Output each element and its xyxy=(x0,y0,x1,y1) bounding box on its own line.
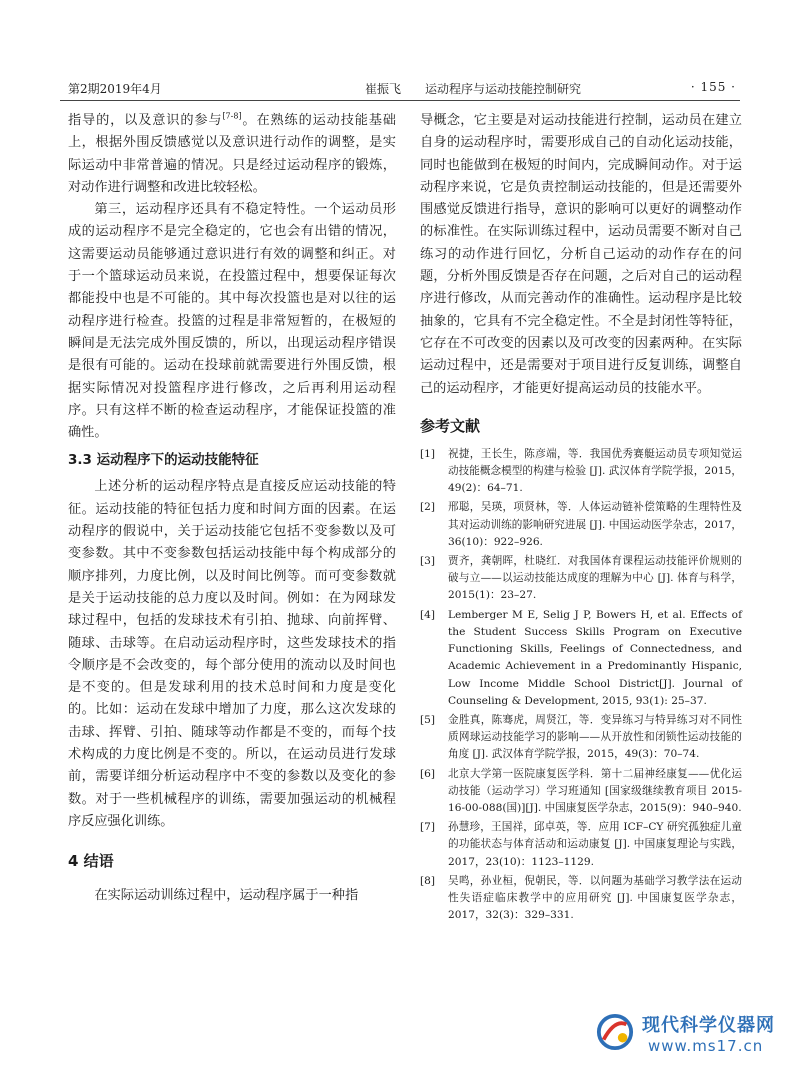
reference-item: [5] 金胜真，陈骞虎，周贤江，等．变异练习与特异练习对不同性质网球运动技能学习的影响——从开放性和闭锁性运动技能的角度 [J]. 武汉体育学院学报，2015，49(3)：70–74. xyxy=(420,713,742,761)
reference-item: [3] 贾齐，龚朝晖，杜晓红．对我国体育课程运动技能评价规则的破与立——以运动技能达成度的理解为中心 [J]. 体育与科学，2015(1)：23–27. xyxy=(420,555,742,602)
header-rule xyxy=(60,100,740,101)
section-heading-3-3: 3.3 运动程序下的运动技能特征 xyxy=(68,452,259,469)
site-logo-icon xyxy=(596,1013,634,1051)
paragraph-skill-features: 上述分析的运动程序特点是直接反应运动技能的特征。运动技能的特征包括力度和时间方面的因素。在运动程序的假说中，关于运动技能它包括不变参数以及可变参数。其中不变参数包括运动技能中每个构成部分的顺序排列，力度比例，以及时间比例等。而可变参数就是关于运动技能的总力度以及时间。例如：在为网球发球过程中，包括的发球技术有引拍、抛球、向前挥臂、随球、击球等。在启动运动程序时，这些发球技术的指令顺序是不会改变的，每个部分使用的流动以及时间也是不变的。但是发球利用的技术总时间和力度是变化的。比如：运动在发球中增加了力度，那么这次发球的击球、挥臂、引拍、随球等动作都是不变的，而每个技术构成的力度比例是不变的。所以，在运动员进行发球前，需要详细分析运动程序中不变的参数以及变化的参数。对于一些机械程序的训练，需要加强运动的机械程序反应强化训练。 xyxy=(68,479,396,829)
watermark-title: 现代科学仪器网 xyxy=(642,1015,775,1036)
site-watermark xyxy=(590,1003,790,1063)
reference-item: [4] Lemberger M E, Selig J P, Bowers H, et al. Effects of the Student Success Skills Program on Executive Functioning Skills, Feelings of Connectedness, and Academic Achievement in a Predominantly Hispanic, Low Income Middle School District[J]. Journal of Counseling & Development, 2015, 93(1): 25–37. xyxy=(420,608,742,707)
reference-item: [2] 邢聪，吴瑛，项贤林，等．人体运动链补偿策略的生理特性及其对运动训练的影响研究进展 [J]. 中国运动医学杂志，2017，36(10)：922–926. xyxy=(420,501,742,548)
running-header xyxy=(60,80,740,96)
reference-item: [6] 北京大学第一医院康复医学科．第十二届神经康复——优化运动技能（运动学习）学习班通知 [国家级继续教育项目 2015-16-00-088(国)][J]. 中国康复医学杂志，2015(9)：940–940. xyxy=(420,767,742,814)
issue-label: 第2期2019年4月 xyxy=(68,82,162,96)
paragraph-conclusion-cont: 导概念，它主要是对运动技能进行控制，运动员在建立自身的运动程序时，需要形成自己的自动化运动技能，同时也能做到在极短的时间内，完成瞬间动作。对于运动程序来说，它是负责控制运动技能的，但是还需要外围感觉反馈进行指导，意识的影响可以更好的调整动作的标准性。在实际训练过程中，运动员需要不断对自己练习的动作进行回忆，分析自己运动的动作存在的问题，分析外围反馈是否存在问题，之后对自己的运动程序进行修改，从而完善动作的准确性。运动程序是比较抽象的，它具有不完全稳定性。不全是封闭性等特征，它存在不可改变的因素以及可改变的因素两种。在实际运动过程中，还是需要对于项目进行反复训练，调整自己的运动程序，才能更好提高运动员的技能水平。 xyxy=(420,113,742,396)
reference-list xyxy=(420,446,742,924)
left-column xyxy=(68,110,396,908)
right-column xyxy=(420,110,742,926)
header-article-title: 运动程序与运动技能控制研究 xyxy=(425,82,582,96)
watermark-url: www.ms17.cn xyxy=(648,1037,764,1055)
page-number: · 155 · xyxy=(690,80,736,94)
paragraph-conclusion-start: 在实际运动训练过程中，运动程序属于一种指 xyxy=(94,888,359,904)
paragraph-continuation: 指导的，以及意识的参与[7-8]。在熟练的运动技能基础上，根据外围反馈感觉以及意识进行动作的调整，是实际运动中非常普遍的情况。只是经过运动程序的锻炼，对动作进行调整和改进比较轻松。 xyxy=(68,111,396,195)
paragraph-instability: 第三，运动程序还具有不稳定特性。一个运动员形成的运动程序不是完全稳定的，它也会有出错的情况，这需要运动员能够通过意识进行有效的调整和纠正。对于一个篮球运动员来说，在投篮过程中，想要保证每次都能投中也是不可能的。其中每次投篮也是对以往的运动程序进行检查。投篮的过程是非常短暂的，在极短的瞬间是无法完成外围反馈的，所以，出现运动程序错误是很有可能的。运动在投球前就需要进行外围反馈，根据实际情况对投篮程序进行修改，之后再利用运动程序。只有这样不断的检查运动程序，才能保证投篮的准确性。 xyxy=(68,202,396,441)
section-heading-conclusion: 4 结语 xyxy=(68,852,114,871)
reference-item: [8] 吴鸣，孙业桓，倪朝民，等．以问题为基础学习教学法在运动性失语症临床教学中的应用研究 [J]. 中国康复医学杂志，2017，32(3)：329–331. xyxy=(420,874,742,922)
reference-item: [1] 祝捷，王长生，陈彦端，等．我国优秀赛艇运动员专项知觉运动技能概念模型的构建与检验 [J]. 武汉体育学院学报，2015，49(2)：64–71. xyxy=(420,447,742,495)
citation-superscript: [7-8] xyxy=(222,111,242,121)
reference-item: [7] 孙慧珍，王国祥，邱卓英，等．应用 ICF–CY 研究孤独症儿童的功能状态与体育活动和运动康复 [J]. 中国康复理论与实践，2017，23(10)：1123–1129. xyxy=(420,821,742,868)
header-author: 崔振飞 xyxy=(365,82,402,96)
header-center xyxy=(365,80,581,97)
references-heading: 参考文献 xyxy=(420,416,481,435)
